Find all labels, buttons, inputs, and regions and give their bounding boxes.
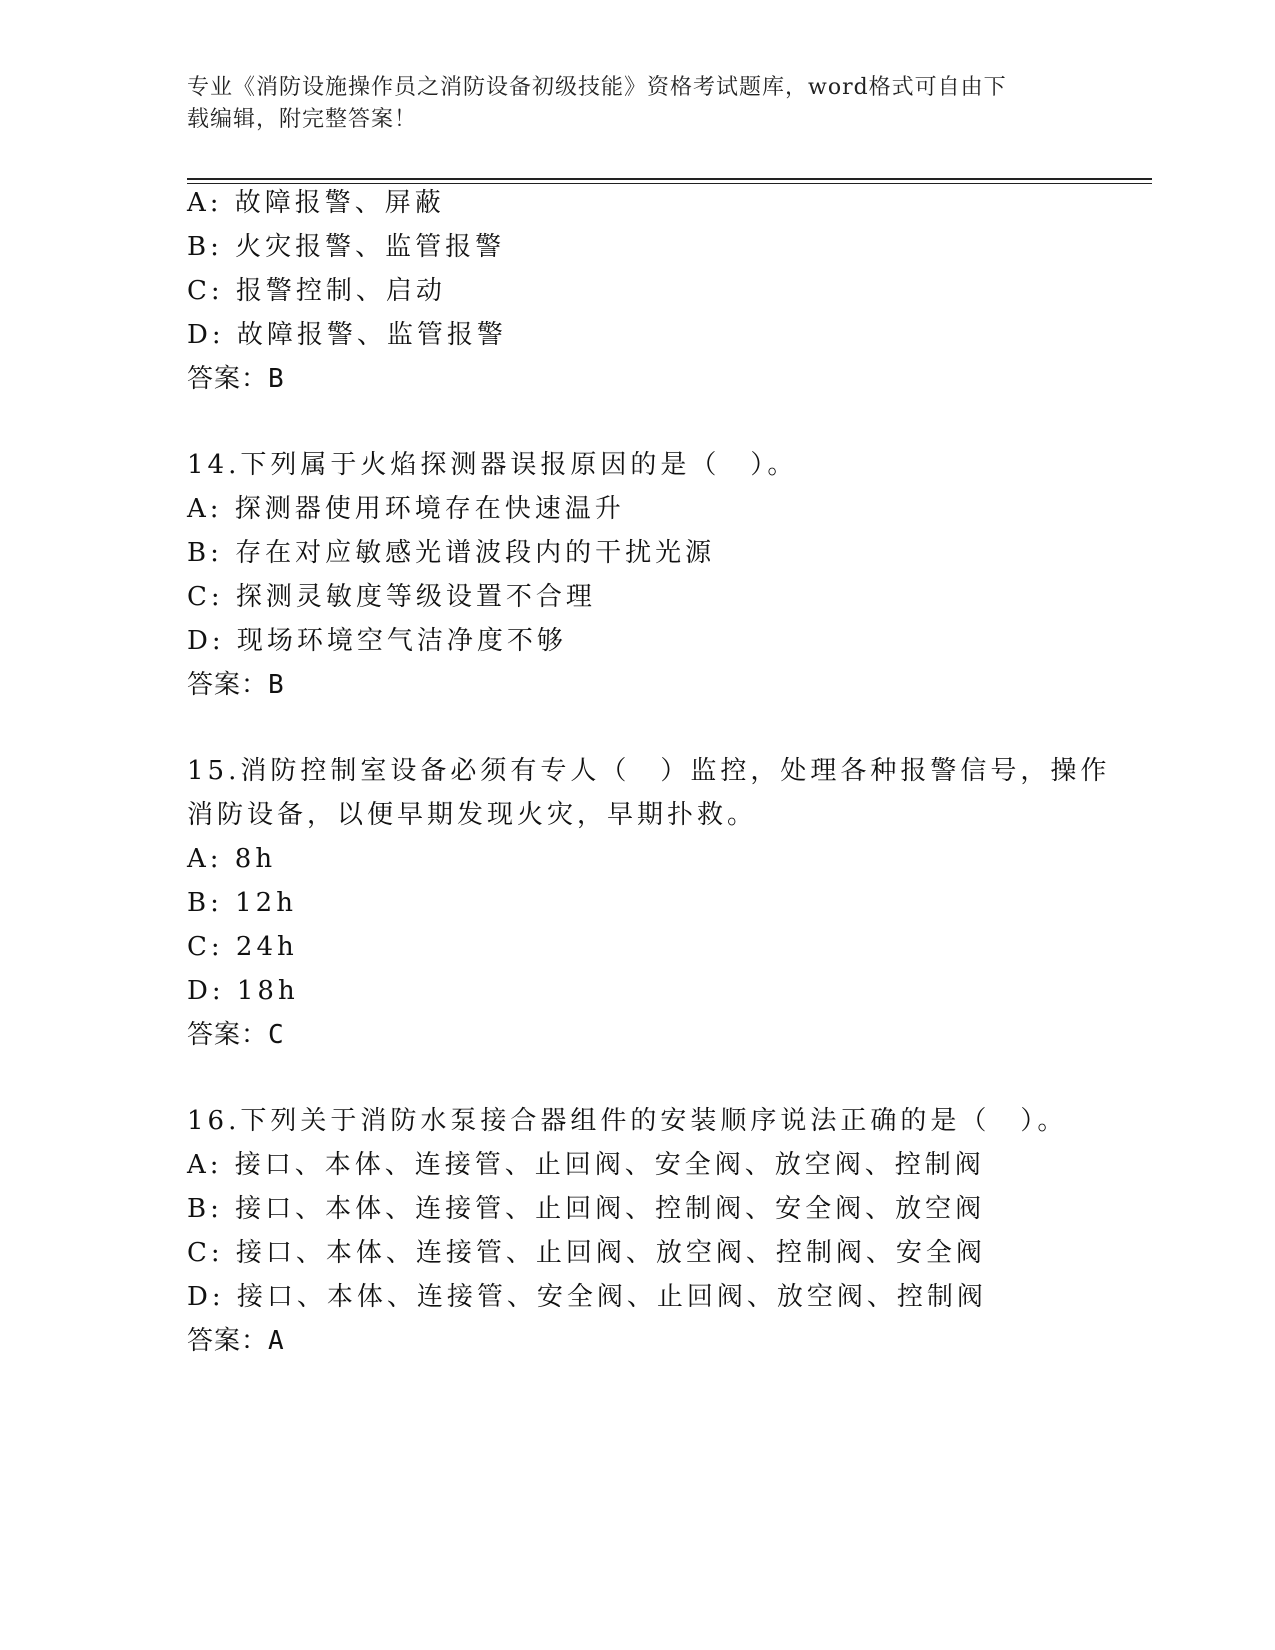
header-line-2: 载编辑，附完整答案！ [187,107,418,132]
q13-option-a: A: 故障报警、屏蔽 [187,188,445,218]
q14-option-d: D: 现场环境空气洁净度不够 [187,626,567,656]
header-divider-thin [187,183,1152,184]
header-divider-thick [187,178,1152,180]
q15-option-d: D: 18h [187,976,299,1006]
q16-option-a: A: 接口、本体、连接管、止回阀、安全阀、放空阀、控制阀 [187,1150,985,1180]
q15-option-c: C: 24h [187,932,298,962]
q14-answer: 答案：B [187,670,285,700]
q14-stem: 14.下列属于火焰探测器误报原因的是（ ）。 [187,450,798,480]
header-line-1: 专业《消防设施操作员之消防设备初级技能》资格考试题库，word格式可自由下 [187,75,1007,100]
q14-option-b: B: 存在对应敏感光谱波段内的干扰光源 [187,538,716,568]
q16-answer: 答案：A [187,1326,285,1356]
q16-stem: 16.下列关于消防水泵接合器组件的安装顺序说法正确的是（ ）。 [187,1106,1068,1136]
document-header [187,72,1087,136]
q15-stem-line-2: 消防设备，以便早期发现火灾，早期扑救。 [187,800,758,830]
q14-option-a: A: 探测器使用环境存在快速温升 [187,494,625,524]
q13-option-c: C: 报警控制、启动 [187,276,446,306]
q16-option-c: C: 接口、本体、连接管、止回阀、放空阀、控制阀、安全阀 [187,1238,986,1268]
q13-option-b: B: 火灾报警、监管报警 [187,232,506,262]
q13-option-d: D: 故障报警、监管报警 [187,320,507,350]
q16-option-d: D: 接口、本体、连接管、安全阀、止回阀、放空阀、控制阀 [187,1282,987,1312]
q15-option-b: B: 12h [187,888,297,918]
q15-stem-line-1: 15.消防控制室设备必须有专人（ ）监控，处理各种报警信号，操作 [187,756,1111,786]
q16-option-b: B: 接口、本体、连接管、止回阀、控制阀、安全阀、放空阀 [187,1194,986,1224]
q14-option-c: C: 探测灵敏度等级设置不合理 [187,582,596,612]
q15-option-a: A: 8h [187,844,277,874]
q15-answer: 答案：C [187,1020,285,1050]
q13-answer: 答案：B [187,364,285,394]
